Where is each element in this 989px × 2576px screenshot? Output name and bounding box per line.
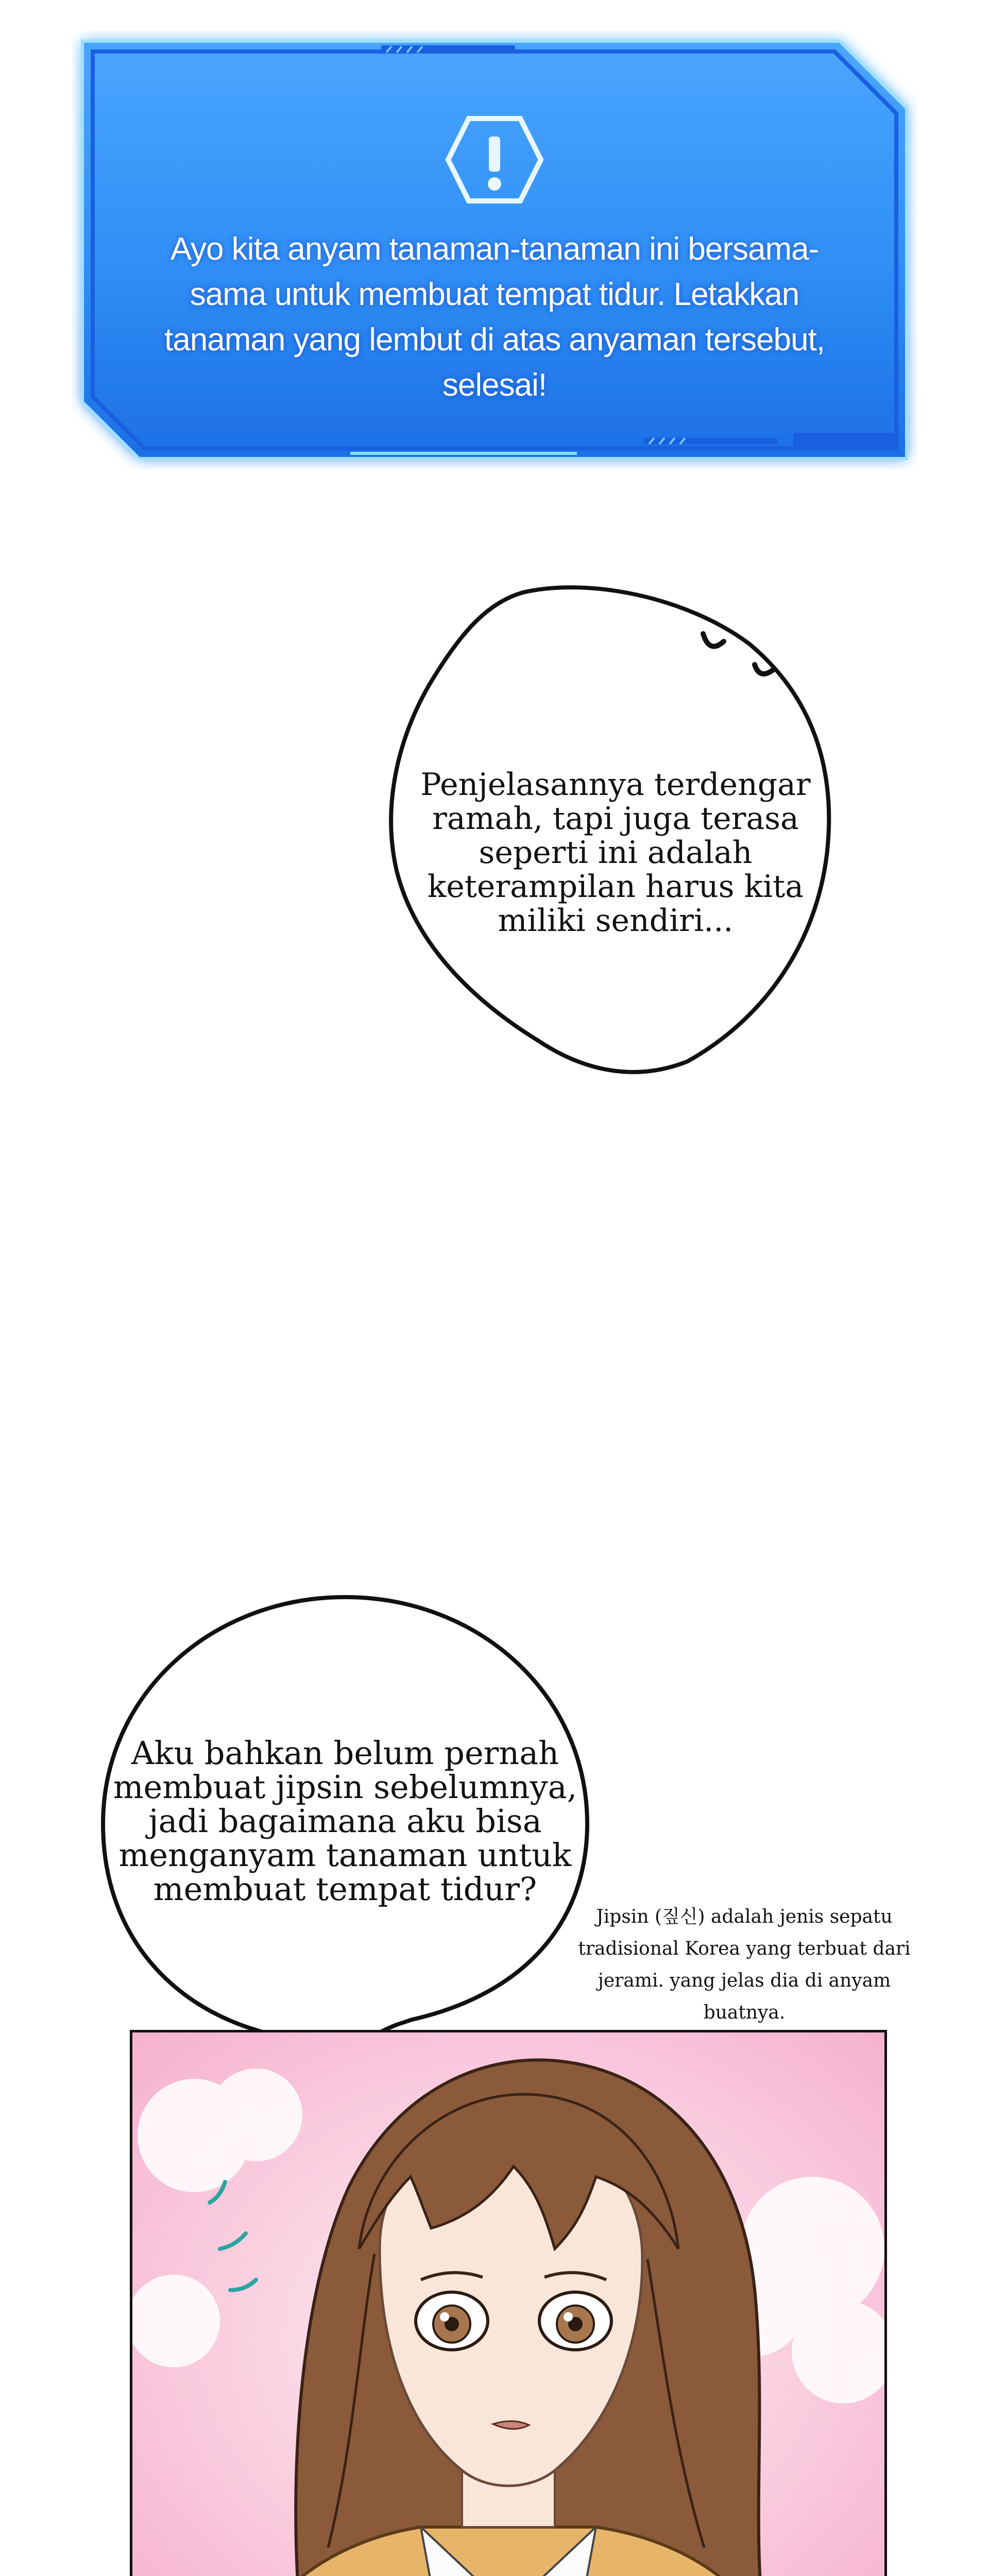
- brown-haired-girl-illustration: [132, 2032, 887, 2576]
- exclamation-hexagon-icon: [443, 113, 546, 206]
- speech-bubble: [368, 582, 863, 1077]
- speech-bubble-text: Penjelasannya terdengar ramah, tapi juga terasa seperti ini adalah keterampilan harus kita miliki sendiri...: [420, 767, 811, 939]
- translator-footnote: Jipsin (짚신) adalah jenis sepatu tradisional Korea yang terbuat dari jerami. yang jelas dia di anyam buatnya.: [578, 1906, 911, 2023]
- manga-panel: [130, 2030, 887, 2576]
- system-notification-window: [72, 31, 917, 469]
- system-message: Ayo kita anyam tanaman-tanaman ini bersama-sama untuk membuat tempat tidur. Letakkan tanaman yang lembut di atas anyaman tersebut, selesai!: [164, 231, 825, 403]
- speech-bubble-text: Aku bahkan belum pernah membuat jipsin sebelumnya, jadi bagaimana aku bisa menganyam tanaman untuk membuat tempat tidur?: [113, 1734, 577, 1908]
- speech-bubble: [93, 1592, 598, 2097]
